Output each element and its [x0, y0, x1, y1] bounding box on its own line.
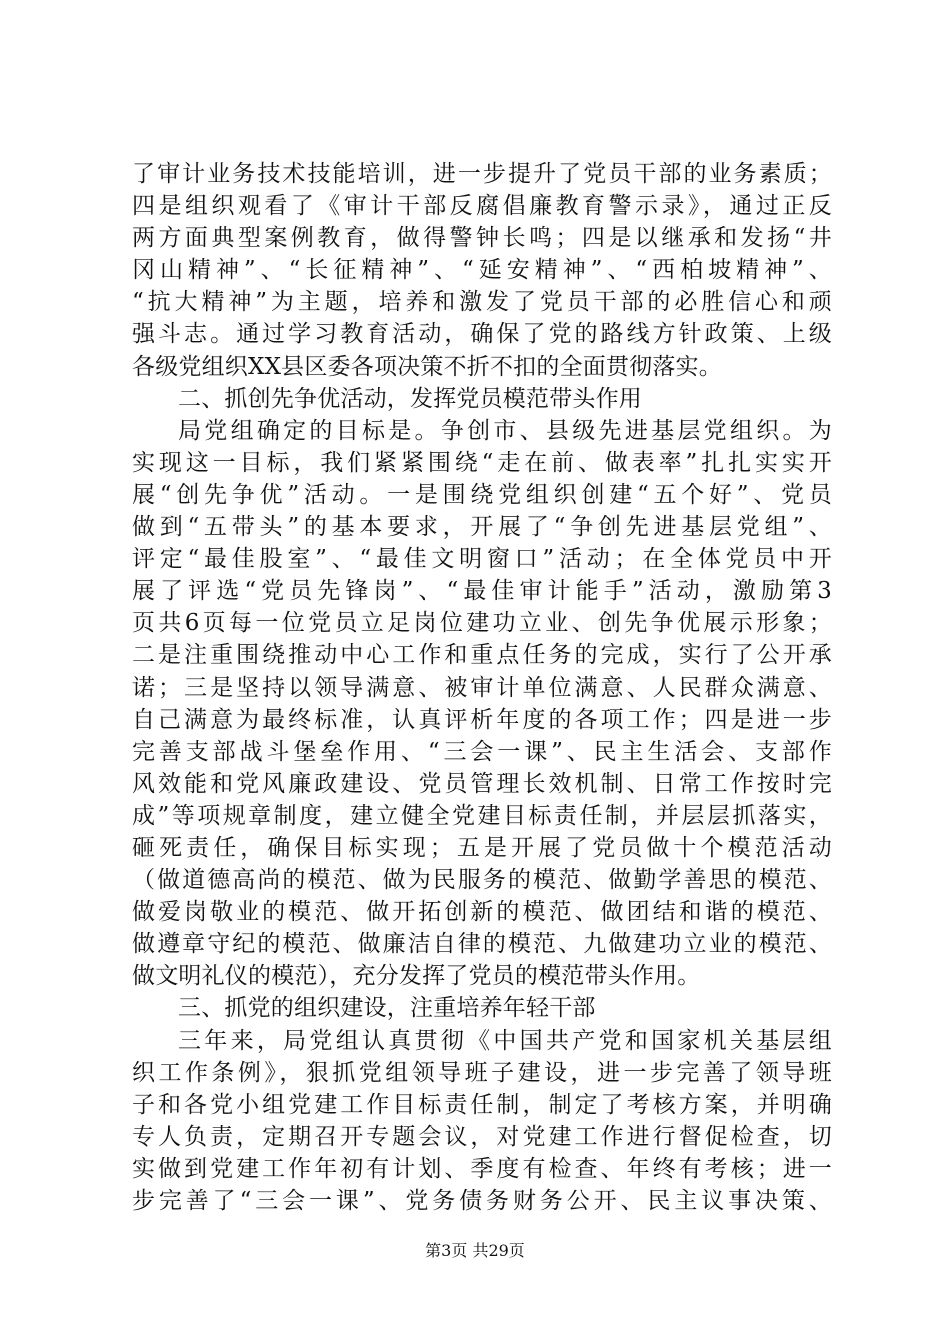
text-line: “抗大精神”为主题，培养和激发了党员干部的必胜信心和顽: [132, 289, 832, 316]
text-line: 二是注重围绕推动中心工作和重点任务的完成，实行了公开承: [132, 642, 832, 669]
section-heading: 三、抓党的组织建设，注重培养年轻干部: [178, 995, 596, 1022]
text-line: 成”等项规章制度，建立健全党建目标责任制，并层层抓落实，: [132, 802, 832, 829]
text-line: 各级党组织XX县区委各项决策不折不扣的全面贯彻落实。: [132, 353, 722, 380]
text-line: 步完善了“三会一课”、党务债务财务公开、民主议事决策、: [132, 1188, 832, 1214]
text-line: 砸死责任，确保目标实现；五是开展了党员做十个模范活动: [132, 834, 832, 861]
text-line: 自己满意为最终标准，认真评析年度的各项工作；四是进一步: [132, 706, 832, 733]
text-line: 织工作条例》，狠抓党组领导班子建设，进一步完善了领导班: [132, 1059, 832, 1086]
text-line: 完善支部战斗堡垒作用、“三会一课”、民主生活会、支部作: [132, 738, 832, 765]
text-line: 展了评选“党员先锋岗”、“最佳审计能手”活动，激励第3: [132, 578, 832, 605]
text-line: 评定“最佳股室”、“最佳文明窗口”活动；在全体党员中开: [132, 546, 832, 573]
text-line: 页共6页每一位党员立足岗位建功立业、创先争优展示形象；: [132, 610, 832, 637]
text-line: 做爱岗敬业的模范、做开拓创新的模范、做团结和谐的模范、: [132, 899, 832, 926]
text-line: 子和各党小组党建工作目标责任制，制定了考核方案，并明确: [132, 1091, 832, 1118]
text-line: 专人负责，定期召开专题会议，对党建工作进行督促检查，切: [132, 1123, 832, 1150]
text-line: 做到“五带头”的基本要求，开展了“争创先进基层党组”、: [132, 514, 832, 541]
text-line: 风效能和党风廉政建设、党员管理长效机制、日常工作按时完: [132, 770, 832, 797]
text-line: 实现这一目标，我们紧紧围绕“走在前、做表率”扎扎实实开: [132, 449, 832, 476]
body-text: [132, 158, 832, 1217]
text-line: （做道德高尚的模范、做为民服务的模范、做勤学善思的模范、: [132, 867, 832, 894]
text-line: 了审计业务技术技能培训，进一步提升了党员干部的业务素质；: [132, 161, 832, 187]
text-line: 三年来，局党组认真贯彻《中国共产党和国家机关基层组: [178, 1027, 832, 1054]
section-heading: 二、抓创先争优活动，发挥党员模范带头作用: [178, 385, 642, 412]
text-line: 局党组确定的目标是。争创市、县级先进基层党组织。为: [178, 417, 832, 444]
page-number-footer: 第3页 共29页: [425, 1241, 525, 1260]
text-line: 展“创先争优”活动。一是围绕党组织创建“五个好”、党员: [132, 481, 832, 508]
text-line: 冈山精神”、“长征精神”、“延安精神”、“西柏坡精神”、: [132, 257, 832, 284]
text-line: 诺；三是坚持以领导满意、被审计单位满意、人民群众满意、: [132, 674, 832, 701]
text-line: 强斗志。通过学习教育活动，确保了党的路线方针政策、上级: [132, 321, 832, 348]
text-line: 做遵章守纪的模范、做廉洁自律的模范、九做建功立业的模范、: [132, 931, 832, 958]
text-line: 实做到党建工作年初有计划、季度有检查、年终有考核；进一: [132, 1155, 832, 1182]
text-line: 做文明礼仪的模范），充分发挥了党员的模范带头作用。: [132, 963, 701, 990]
text-line: 两方面典型案例教育，做得警钟长鸣；四是以继承和发扬“井: [132, 225, 832, 252]
text-line: 四是组织观看了《审计干部反腐倡廉教育警示录》，通过正反: [132, 193, 832, 220]
